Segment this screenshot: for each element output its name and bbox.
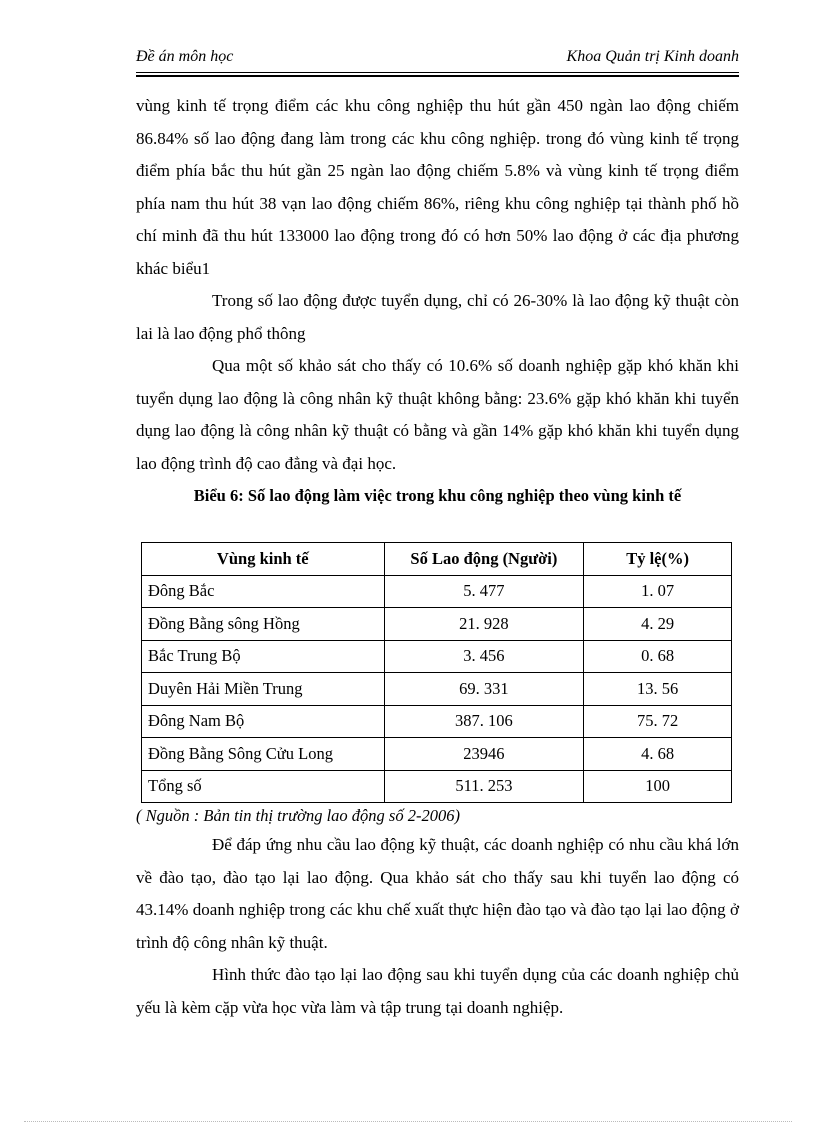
workers-cell: 387. 106 — [384, 705, 584, 738]
region-cell: Đồng Bằng Sông Cửu Long — [142, 738, 385, 771]
ratio-cell: 4. 29 — [584, 608, 732, 641]
labor-by-region-table — [141, 542, 732, 803]
table-row — [142, 640, 732, 673]
region-cell: Duyên Hải Miền Trung — [142, 673, 385, 706]
ratio-cell: 0. 68 — [584, 640, 732, 673]
header-faculty-name: Khoa Quản trị Kinh doanh — [566, 48, 739, 65]
page-bottom-border — [24, 1121, 792, 1122]
table-row — [142, 575, 732, 608]
column-header-ratio: Tỷ lệ(%) — [584, 543, 732, 576]
ratio-cell: 13. 56 — [584, 673, 732, 706]
workers-cell: 21. 928 — [384, 608, 584, 641]
table-source-note: ( Nguồn : Bản tin thị trường lao động số 2-2006) — [136, 806, 460, 825]
page-body — [136, 90, 739, 1024]
table-caption: Biểu 6: Số lao động làm việc trong khu công nghiệp theo vùng kinh tế — [193, 486, 682, 505]
header-rule-thick — [136, 75, 739, 77]
region-cell: Đông Nam Bộ — [142, 705, 385, 738]
table-row — [142, 608, 732, 641]
ratio-cell: 1. 07 — [584, 575, 732, 608]
workers-cell: 511. 253 — [384, 770, 584, 803]
ratio-cell: 75. 72 — [584, 705, 732, 738]
table-header-row — [142, 543, 732, 576]
region-cell: Tổng số — [142, 770, 385, 803]
table-total-row — [142, 770, 732, 803]
workers-cell: 5. 477 — [384, 575, 584, 608]
table-row — [142, 673, 732, 706]
region-cell: Bắc Trung Bộ — [142, 640, 385, 673]
ratio-cell: 100 — [584, 770, 732, 803]
paragraph-4: Để đáp ứng nhu cầu lao động kỹ thuật, các doanh nghiệp có nhu cầu khá lớn về đào tạo, đào tạo lại lao động. Qua khảo sát cho thấy sau khi tuyển lao động có 43.14% doanh nghiệp trong các khu chế xuất thực hiện đào tạo và đào tạo lại lao động ở trình độ công nhân kỹ thuật. — [136, 835, 739, 952]
header-rule-thin — [136, 72, 739, 73]
table-row — [142, 738, 732, 771]
workers-cell: 3. 456 — [384, 640, 584, 673]
region-cell: Đông Bắc — [142, 575, 385, 608]
header-course-title: Đề án môn học — [136, 48, 234, 65]
paragraph-3: Qua một số khảo sát cho thấy có 10.6% số doanh nghiệp gặp khó khăn khi tuyển dụng lao động là công nhân kỹ thuật không bằng: 23.6% gặp khó khăn khi tuyển dụng lao động là công nhân kỹ thuật có bằng và gần 14% gặp khó khăn khi tuyển dụng lao động trình độ cao đẳng và đại học. — [136, 356, 739, 473]
paragraph-1: vùng kinh tế trọng điểm các khu công nghiệp thu hút gần 450 ngàn lao động chiếm 86.84% số lao động đang làm trong các khu công nghiệp. trong đó vùng kinh tế trọng điểm phía bắc thu hút gần 25 ngàn lao động chiếm 5.8% và vùng kinh tế trọng điểm phía nam thu hút 38 vạn lao động chiếm 86%, riêng khu công nghiệp tại thành phố hồ chí minh đã thu hút 133000 lao động trong đó có hơn 50% lao động ở các địa phương khác biểu1 — [136, 96, 739, 278]
paragraph-5: Hình thức đào tạo lại lao động sau khi tuyển dụng của các doanh nghiệp chủ yếu là kèm cặp vừa học vừa làm và tập trung tại doanh nghiệp. — [136, 965, 739, 1017]
column-header-workers: Số Lao động (Người) — [384, 543, 584, 576]
workers-cell: 69. 331 — [384, 673, 584, 706]
workers-cell: 23946 — [384, 738, 584, 771]
page-header — [136, 48, 739, 70]
region-cell: Đồng Bằng sông Hồng — [142, 608, 385, 641]
column-header-region: Vùng kinh tế — [142, 543, 385, 576]
table-row — [142, 705, 732, 738]
ratio-cell: 4. 68 — [584, 738, 732, 771]
paragraph-2: Trong số lao động được tuyển dụng, chỉ có 26-30% là lao động kỹ thuật còn lai là lao động phổ thông — [136, 291, 739, 343]
